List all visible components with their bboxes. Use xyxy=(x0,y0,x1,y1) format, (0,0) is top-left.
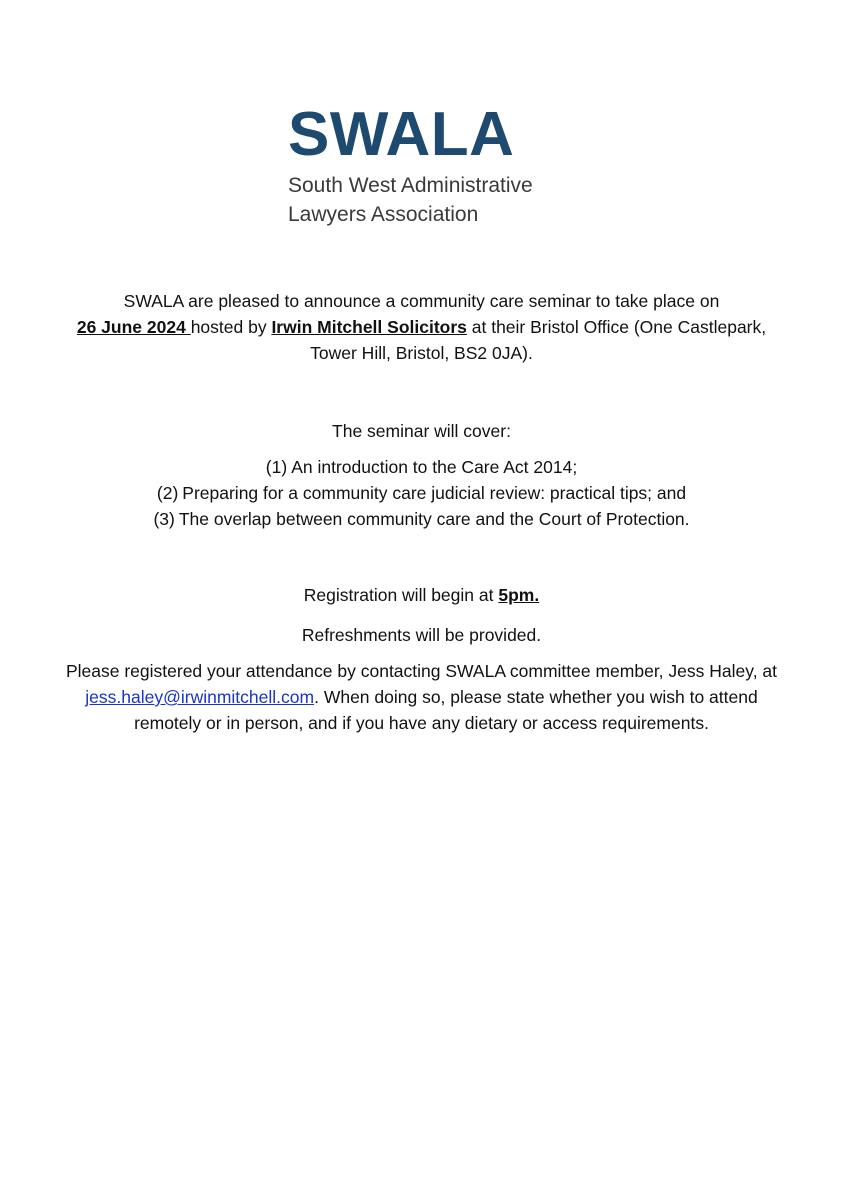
list-item xyxy=(0,454,843,480)
seminar-date: 26 June 2024 xyxy=(76,317,191,337)
host-name: Irwin Mitchell Solicitors xyxy=(271,317,467,337)
logo-subtitle-line1: South West Administrative xyxy=(288,174,533,197)
intro-text-1: SWALA are pleased to announce a community care seminar to take place on xyxy=(123,291,720,311)
list-item-text: The overlap between community care and the Court of Protection. xyxy=(178,509,690,529)
contact-text-2: . When doing so, please state whether you wish to attend remotely or in person, and if you have any dietary or access requirements. xyxy=(134,687,758,733)
list-item-text: An introduction to the Care Act 2014; xyxy=(291,457,578,477)
contact-text-1: Please registered your attendance by contacting SWALA committee member, Jess Haley, at xyxy=(65,661,778,681)
registration-time: 5pm. xyxy=(498,585,540,605)
intro-text-2: hosted by xyxy=(190,317,272,337)
intro-text-3: at their Bristol Office (One Castlepark, Tower Hill, Bristol, BS2 0JA). xyxy=(310,317,767,363)
intro-paragraph xyxy=(60,288,783,366)
list-item xyxy=(0,480,843,506)
logo-subtitle-line2: Lawyers Association xyxy=(288,203,479,226)
list-item-text: Preparing for a community care judicial review: practical tips; and xyxy=(182,483,687,503)
list-item-number: (1) xyxy=(265,457,288,477)
email-link[interactable]: jess.haley@irwinmitchell.com xyxy=(85,687,315,707)
logo-title: SWALA xyxy=(288,100,515,169)
registration-line xyxy=(60,582,783,608)
logo-subtitle xyxy=(288,171,618,229)
refreshments-line: Refreshments will be provided. xyxy=(301,625,542,645)
seminar-topics-list xyxy=(0,454,843,532)
list-item-number: (3) xyxy=(153,509,175,529)
contact-paragraph xyxy=(60,658,783,736)
list-item xyxy=(0,506,843,532)
seminar-heading: The seminar will cover: xyxy=(332,421,511,441)
registration-text: Registration will begin at xyxy=(303,585,499,605)
swala-logo xyxy=(288,100,618,229)
list-item-number: (2) xyxy=(156,483,179,503)
